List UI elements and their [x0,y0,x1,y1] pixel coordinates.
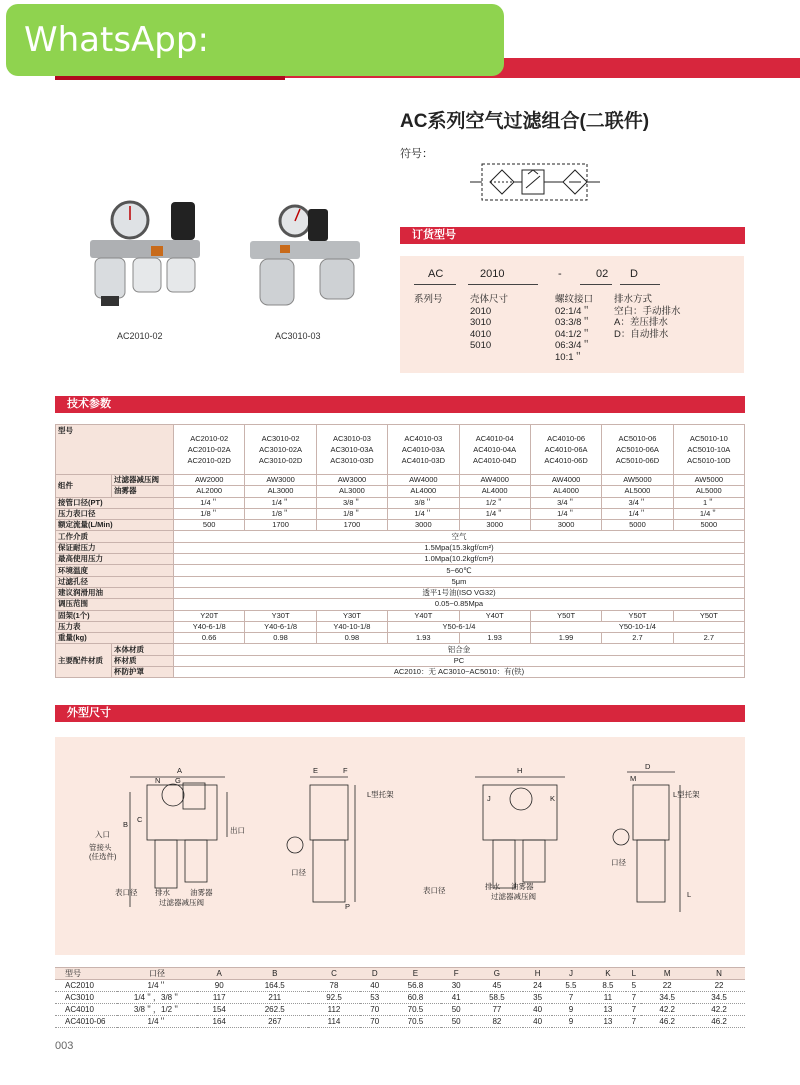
dims-cell: 40 [523,1016,553,1028]
spec-cell: Y30T [245,610,316,621]
spec-label: 型号 [56,425,174,475]
spec-cell: 铝合金 [174,644,745,655]
dim-label-f: F [343,766,348,775]
order-code-series: AC [428,268,444,280]
specs-row [56,531,745,542]
spec-cell: 1700 [316,520,387,531]
specs-row [56,486,745,497]
whatsapp-banner[interactable]: WhatsApp: +8617382018825 [6,4,504,76]
dims-cell: AC2010 [55,980,117,992]
dim-label-pipe: 管接头 [89,843,112,852]
dims-header-cell: H [523,968,553,980]
specs-row [56,667,745,678]
spec-label: 保证耐压力 [56,542,174,553]
dims-cell: 60.8 [390,992,442,1004]
spec-cell: AW4000 [459,475,530,486]
dims-cell: 262.5 [241,1004,308,1016]
dims-cell: 58.5 [471,992,523,1004]
spec-cell: 透平1号油(ISO VG32) [174,587,745,598]
spec-model-cell: AC4010-04 AC4010-04A AC4010-04D [459,425,530,475]
order-col-text: D：自动排水 [614,328,669,340]
dims-cell: 117 [197,992,241,1004]
dims-cell: 7 [552,992,589,1004]
ac2010-photo [75,198,205,313]
dim-label-gauge-port-2: 表口径 [423,886,446,895]
dims-row [55,1004,745,1016]
spec-cell: 5000 [602,520,673,531]
dims-cell: 53 [360,992,390,1004]
dims-header-cell: A [197,968,241,980]
dims-header-row [55,968,745,980]
dims-cell: 8.5 [589,980,626,992]
dims-cell: 114 [308,1016,360,1028]
dims-header-cell: B [241,968,308,980]
spec-cell: Y20T [174,610,245,621]
spec-label: 最高使用压力 [56,554,174,565]
dim-label-lubricator: 油雾器 [190,888,213,897]
spec-label: 压力表 [56,621,174,632]
spec-cell: 3/4＂ [530,497,601,508]
spec-cell: AC2010：无 AC3010~AC5010：有(铁) [174,667,745,678]
spec-cell: AW4000 [530,475,601,486]
spec-model-cell: AC4010-06 AC4010-06A AC4010-06D [530,425,601,475]
dims-cell: 112 [308,1004,360,1016]
spec-cell: Y50T [602,610,673,621]
spec-label: 建议润滑用油 [56,587,174,598]
specs-row [56,554,745,565]
order-code-drain: D [630,268,638,280]
dim-label-filter-reg-2: 过滤器减压阀 [491,892,536,901]
spec-cell: 500 [174,520,245,531]
spec-model-cell: AC2010-02 AC2010-02A AC2010-02D [174,425,245,475]
spec-cell: 3/4＂ [602,497,673,508]
spec-label: 调压范围 [56,599,174,610]
dims-cell: 41 [441,992,471,1004]
dims-cell: 50 [441,1016,471,1028]
spec-model-cell: AC3010-03 AC3010-03A AC3010-03D [316,425,387,475]
spec-cell: Y40-10-1/8 [316,621,387,632]
order-col-text: 排水方式 [614,294,653,305]
specs-row [56,655,745,666]
spec-label: 工作介质 [56,531,174,542]
spec-cell: 3000 [388,520,459,531]
spec-model-cell: AC5010-10 AC5010-10A AC5010-10D [673,425,744,475]
dims-cell: 42.2 [693,1004,745,1016]
dims-cell: 24 [523,980,553,992]
spec-model-cell: AC5010-06 AC5010-06A AC5010-06D [602,425,673,475]
dims-cell: 154 [197,1004,241,1016]
spec-cell: AL4000 [459,486,530,497]
dim-label-h: H [517,766,523,775]
order-col-port [555,294,593,363]
page-title: AC系列空气过滤组合(二联件) [400,111,650,132]
spec-cell: 2.7 [673,633,744,644]
spec-cell: 5~60℃ [174,565,745,576]
spec-cell: AW2000 [174,475,245,486]
order-col-text: 系列号 [414,294,443,305]
dim-label-j: J [487,794,491,803]
dims-cell: 70 [360,1016,390,1028]
spec-model-cell: AC3010-02 AC3010-02A AC3010-02D [245,425,316,475]
photo-caption-ac3010: AC3010-03 [275,331,321,341]
spec-sublabel: 油雾器 [112,486,174,497]
dim-label-bracket: L型托架 [367,790,394,799]
spec-cell: AW4000 [388,475,459,486]
dim-label-inlet: 入口 [95,830,110,839]
spec-cell: AL2000 [174,486,245,497]
order-section-bar: 订货型号 [400,227,745,244]
spec-cell: Y50T [673,610,744,621]
spec-cell: 1/4＂ [245,497,316,508]
specs-row [56,621,745,632]
spec-cell: 0.98 [316,633,387,644]
dims-cell: 70 [360,1004,390,1016]
spec-cell: 空气 [174,531,745,542]
spec-cell: Y50-10-1/4 [530,621,744,632]
dims-cell: 56.8 [390,980,442,992]
dimension-drawings [55,737,745,955]
dims-cell: AC4010 [55,1004,117,1016]
spec-model-cell: AC4010-03 AC4010-03A AC4010-03D [388,425,459,475]
spec-cell: 1.93 [459,633,530,644]
spec-cell: 2.7 [602,633,673,644]
spec-cell: 1/4＂ [174,497,245,508]
dims-header-cell: 型号 [55,968,117,980]
spec-cell: 3000 [530,520,601,531]
spec-cell: 1/4＂ [673,508,744,519]
order-underline [414,284,456,285]
spec-cell: 1/4＂ [602,508,673,519]
dimension-drawing-svg [55,737,745,955]
spec-label: 环境温度 [56,565,174,576]
spec-cell: AL4000 [530,486,601,497]
order-code-port: 02 [596,268,609,280]
dims-cell: 7 [626,992,641,1004]
spec-cell: Y30T [316,610,387,621]
order-col-text: 螺纹接口 [555,294,594,305]
spec-label: 额定流量(L/Min) [56,520,174,531]
dim-label-bracket-2: L型托架 [673,790,700,799]
spec-cell: AW3000 [316,475,387,486]
dims-row [55,992,745,1004]
dim-label-c: C [137,815,143,824]
specs-row [56,576,745,587]
dim-label-m: M [630,774,637,783]
dims-cell: 78 [308,980,360,992]
dim-label-a: A [177,766,183,775]
specs-row [56,497,745,508]
ac3010-photo [240,203,365,313]
spec-cell: AL5000 [602,486,673,497]
spec-label: 主要配件材质 [56,644,112,678]
order-underline [468,284,538,285]
dims-cell: 1/4＂，3/8＂ [117,992,197,1004]
order-underline [580,284,612,285]
spec-cell: 3000 [459,520,530,531]
order-code-size: 2010 [480,268,505,280]
dims-header-cell: K [589,968,626,980]
specs-row [56,475,745,486]
dim-label-e: E [313,766,319,775]
order-col-drain [614,294,681,340]
spec-cell: 0.98 [245,633,316,644]
dims-header-cell: F [441,968,471,980]
dims-cell: 7 [626,1016,641,1028]
dims-cell: 5 [626,980,641,992]
spec-cell: Y40T [388,610,459,621]
dim-label-filter-reg: 过滤器减压阀 [159,898,204,907]
dims-cell: 5.5 [552,980,589,992]
dim-label-drain-2: 排水 [485,882,500,891]
dims-cell: 70.5 [390,1016,442,1028]
order-col-text: 03:3/8＂ [555,317,591,328]
specs-row [56,508,745,519]
dims-cell: AC3010 [55,992,117,1004]
specs-row [56,644,745,655]
spec-cell: 1.5Mpa(15.3kgf/cm²) [174,542,745,553]
spec-cell: 1.93 [388,633,459,644]
specs-row [56,565,745,576]
dims-cell: 267 [241,1016,308,1028]
dims-cell: 45 [471,980,523,992]
spec-cell: PC [174,655,745,666]
page-number: 003 [55,1040,74,1052]
dims-cell: 90 [197,980,241,992]
dims-header-cell: N [693,968,745,980]
order-col-text: 04:1/2＂ [555,328,591,340]
dim-label-outlet: 出口 [230,826,245,835]
spec-sublabel: 过滤器减压阀 [112,475,174,486]
spec-cell: 1/4＂ [388,508,459,519]
dims-cell: 50 [441,1004,471,1016]
dims-cell: 35 [523,992,553,1004]
spec-cell: 1/8＂ [174,508,245,519]
order-col-text: 2010 [470,305,492,317]
spec-cell: AW5000 [673,475,744,486]
spec-cell: 1700 [245,520,316,531]
dim-label-port-2: 口径 [611,858,626,867]
order-col-text: 3010 [470,317,492,328]
order-code-panel [400,256,744,373]
order-col-text: 06:3/4＂ [555,340,591,351]
order-col-text: 02:1/4＂ [555,305,591,317]
dims-cell: 1/4＂ [117,1016,197,1028]
dims-header-cell: L [626,968,641,980]
specs-table [55,424,745,678]
dim-label-l: L [687,890,692,899]
dims-cell: 13 [589,1004,626,1016]
symbol-label: 符号： [400,148,433,160]
dims-cell: 92.5 [308,992,360,1004]
spec-cell: 0.66 [174,633,245,644]
dim-label-optional: (任选件) [89,852,117,861]
order-col-size [470,294,508,352]
dims-header-cell: 口径 [117,968,197,980]
dim-label-d: D [645,762,651,771]
dim-label-gauge-port: 表口径 [115,888,138,897]
dim-label-port: 口径 [291,868,306,877]
specs-model-row [56,425,745,475]
spec-cell: 1/4＂ [459,508,530,519]
spec-sublabel: 杯材质 [112,655,174,666]
spec-cell: 1＂ [673,497,744,508]
dims-cell: 34.5 [693,992,745,1004]
spec-cell: AL3000 [316,486,387,497]
spec-cell: Y50-6-1/4 [388,621,531,632]
dims-header-cell: E [390,968,442,980]
dims-header-cell: M [641,968,693,980]
order-col-text: A：差压排水 [614,317,668,328]
dims-cell: 34.5 [641,992,693,1004]
dims-cell: 9 [552,1004,589,1016]
dims-header-cell: C [308,968,360,980]
specs-row [56,520,745,531]
spec-label: 过滤孔径 [56,576,174,587]
specs-row [56,587,745,598]
specs-row [56,633,745,644]
spec-cell: Y40-6-1/8 [245,621,316,632]
spec-cell: AL4000 [388,486,459,497]
spec-cell: Y50T [530,610,601,621]
order-underline [620,284,660,285]
dims-cell: 211 [241,992,308,1004]
dims-cell: 22 [693,980,745,992]
dims-row [55,1016,745,1028]
dims-cell: 3/8＂，1/2＂ [117,1004,197,1016]
spec-label: 组件 [56,475,112,498]
dim-label-b: B [123,820,129,829]
spec-cell: Y40-6-1/8 [174,621,245,632]
spec-cell: 5000 [673,520,744,531]
order-col-text: 5010 [470,340,492,351]
dims-header-cell: G [471,968,523,980]
order-code-dash: - [558,268,562,280]
dims-cell: 22 [641,980,693,992]
dims-cell: 9 [552,1016,589,1028]
spec-cell: 1.99 [530,633,601,644]
dim-label-g: G [175,776,181,785]
dims-cell: 164.5 [241,980,308,992]
specs-row [56,542,745,553]
spec-label: 接管口径(PT) [56,497,174,508]
spec-cell: 1/4＂ [530,508,601,519]
spec-cell: 3/8＂ [316,497,387,508]
dims-cell: 77 [471,1004,523,1016]
spec-cell: AL5000 [673,486,744,497]
order-col-text: 壳体尺寸 [470,294,509,305]
dimensions-section-bar: 外型尺寸 [55,705,745,722]
dims-cell: 42.2 [641,1004,693,1016]
spec-cell: 3/8＂ [388,497,459,508]
spec-cell: AW3000 [245,475,316,486]
dim-label-k: K [550,794,556,803]
order-col-text: 空白：手动排水 [614,305,681,317]
dims-cell: 46.2 [641,1016,693,1028]
dims-cell: 11 [589,992,626,1004]
spec-label: 压力表口径 [56,508,174,519]
spec-cell: 1.0Mpa(10.2kgf/cm²) [174,554,745,565]
dims-cell: 30 [441,980,471,992]
dims-header-cell: J [552,968,589,980]
specs-section-bar: 技术参数 [55,396,745,413]
dim-label-lubricator-2: 油雾器 [511,882,534,891]
order-col-text: 4010 [470,328,492,340]
photo-caption-ac2010: AC2010-02 [117,331,163,341]
dims-cell: 40 [360,980,390,992]
spec-sublabel: 本体材质 [112,644,174,655]
spec-cell: AW5000 [602,475,673,486]
spec-cell: 1/8＂ [316,508,387,519]
spec-cell: 0.05~0.85Mpa [174,599,745,610]
spec-cell: 5μm [174,576,745,587]
order-col-text: 10:1＂ [555,351,583,363]
spec-cell: AL3000 [245,486,316,497]
spec-cell: 1/2＂ [459,497,530,508]
spec-label: 固架(1个) [56,610,174,621]
specs-row [56,599,745,610]
dims-cell: 70.5 [390,1004,442,1016]
dims-row [55,980,745,992]
dims-cell: 164 [197,1016,241,1028]
specs-row [56,610,745,621]
dims-cell: AC4010-06 [55,1016,117,1028]
dims-cell: 40 [523,1004,553,1016]
dims-header-cell: D [360,968,390,980]
dims-cell: 82 [471,1016,523,1028]
dims-cell: 46.2 [693,1016,745,1028]
dims-cell: 1/4＂ [117,980,197,992]
spec-sublabel: 杯防护罩 [112,667,174,678]
dims-cell: 7 [626,1004,641,1016]
dimensions-table [55,967,745,1028]
dim-label-drain: 排水 [155,888,170,897]
spec-cell: 1/8＂ [245,508,316,519]
dim-label-p: P [345,902,351,911]
dims-cell: 13 [589,1016,626,1028]
spec-cell: Y40T [459,610,530,621]
spec-label: 重量(kg) [56,633,174,644]
dim-label-n: N [155,776,161,785]
order-col-series [414,294,443,306]
pneumatic-symbol-icon [470,160,600,205]
